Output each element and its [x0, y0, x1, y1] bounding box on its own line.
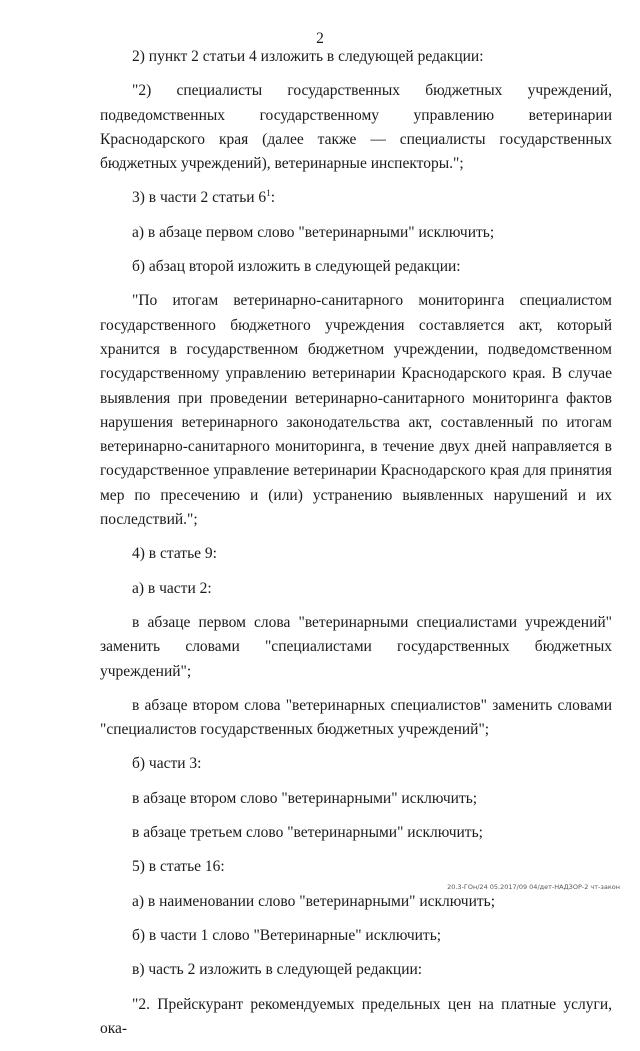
paragraph: а) в части 2: [132, 579, 212, 597]
paragraph: в абзаце втором слово "ветеринарными" исключить; [132, 789, 478, 807]
paragraph: в) часть 2 изложить в следующей редакции: [132, 961, 423, 979]
paragraph: б) в части 1 слово "Ветеринарные" исключить; [132, 926, 442, 944]
paragraph: в абзаце третьем слово "ветеринарными" исключить; [132, 824, 483, 842]
paragraph-text: 3) в части 2 статьи 6 [132, 189, 267, 207]
paragraph: 4) в статье 9: [132, 545, 217, 563]
document-body [100, 45, 612, 1051]
superscript: 1 [266, 188, 271, 199]
page-number: 2 [316, 30, 324, 47]
paragraph: б) абзац второй изложить в следующей редакции: [132, 258, 461, 276]
paragraph: б) части 3: [132, 755, 202, 773]
paragraph: "2) специалисты государственных бюджетных учреждений, подведомственных государственному управлению ветеринарии Краснодарского края (далее также — специалисты государственных бюджетных учреждений), ветеринарные инспекторы."; [100, 82, 612, 173]
paragraph: 2) пункт 2 статьи 4 изложить в следующей редакции: [132, 48, 484, 65]
paragraph [100, 186, 612, 210]
paragraph: в абзаце втором слова "ветеринарных специалистов" заменить словами "специалистов государственных бюджетных учреждений"; [100, 696, 612, 739]
paragraph-suffix: : [270, 189, 275, 207]
paragraph: "2. Прейскурант рекомендуемых предельных цен на платные услуги, ока- [100, 995, 612, 1037]
paragraph: а) в наименовании слово "ветеринарными" исключить; [132, 892, 496, 910]
paragraph: а) в абзаце первом слово "ветеринарными" исключить; [132, 223, 495, 241]
footer-file-reference: 20.3-ГОн/24 05.2017/09 04/дет-НАДЗОР-2 чт-закон [447, 883, 620, 891]
paragraph: в абзаце первом слова "ветеринарными специалистами учреждений" заменить словами "специалистами государственных бюджетных учреждений"; [100, 613, 612, 680]
paragraph: "По итогам ветеринарно-санитарного мониторинга специалистом государственного бюджетного учреждения составляется акт, который хранится в государственном бюджетном учреждении, подведомственном государственному управлению ветеринарии Краснодарского края. В случае выявления при проведении ветеринарно-санитарного мониторинга фактов нарушения ветеринарного законодательства акт, составленный по итогам ветеринарно-санитарного мониторинга, в течение двух дней направляется в государственное управление ветеринарии Краснодарского края для принятия мер по пресечению и (или) устранению выявленных нарушений и их последствий."; [100, 292, 612, 529]
paragraph: 5) в статье 16: [132, 858, 225, 876]
